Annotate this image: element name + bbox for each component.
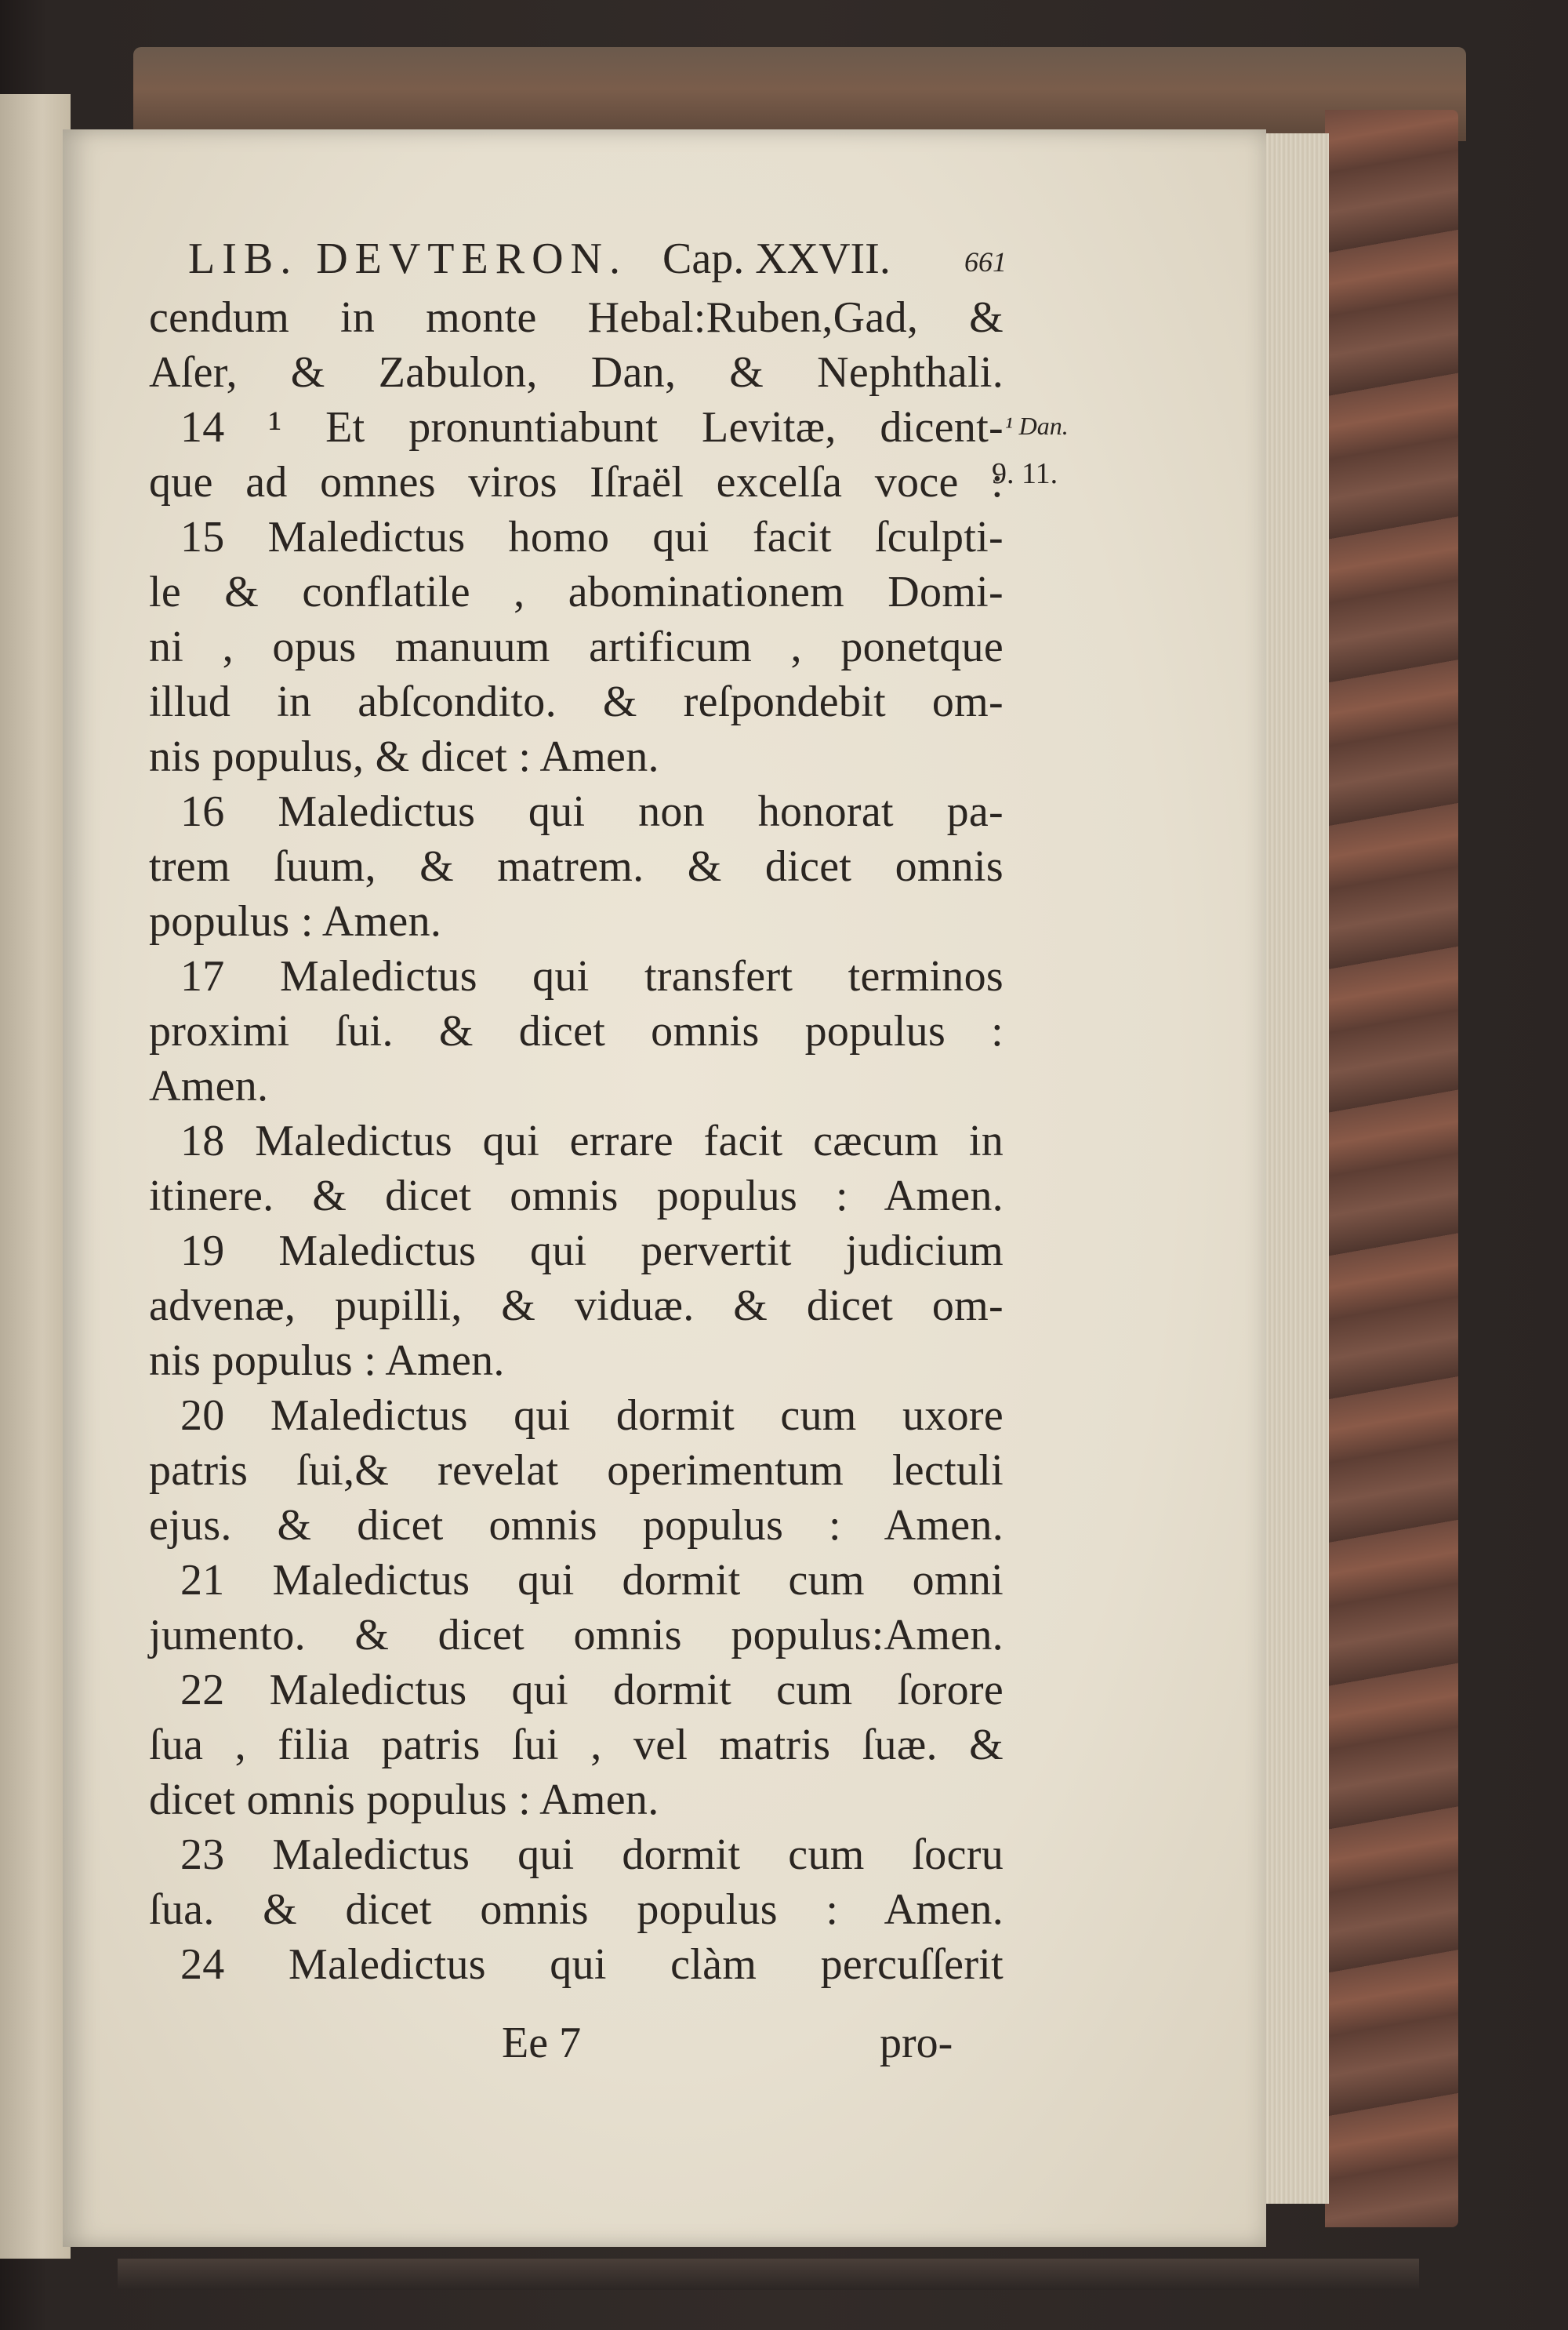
text-line: ni , opus manuum artificum , ponetque	[149, 623, 1004, 671]
book-cover-right	[1325, 110, 1458, 2227]
margin-note-verse: 9. 11.	[992, 457, 1058, 490]
text-line: Amen.	[149, 1062, 269, 1110]
text-line: cendum in monte Hebal:Ruben,Gad, &	[149, 293, 1004, 342]
facing-page-edge	[0, 94, 71, 2259]
text-line: nis populus : Amen.	[149, 1336, 505, 1385]
text-line: 15 Maledictus homo qui facit ſculpti-	[180, 513, 1004, 562]
text-line: patris ſui,& revelat operimentum lectuli	[149, 1446, 1004, 1495]
signature-mark: Ee 7	[502, 2019, 582, 2067]
text-line: 20 Maledictus qui dormit cum uxore	[180, 1391, 1004, 1440]
text-line: ejus. & dicet omnis populus : Amen.	[149, 1501, 1004, 1550]
text-line: advenæ, pupilli, & viduæ. & dicet om-	[149, 1281, 1004, 1330]
page-number: 661	[964, 246, 1007, 278]
book-bottom-edge	[118, 2259, 1419, 2290]
text-line: 24 Maledictus qui clàm percuſſerit	[180, 1940, 1004, 1989]
text-line: que ad omnes viros Iſraël excelſa voce :	[149, 458, 1004, 507]
text-line: le & conflatile , abominationem Domi-	[149, 568, 1004, 616]
text-line: dicet omnis populus : Amen.	[149, 1776, 659, 1824]
text-line: populus : Amen.	[149, 897, 442, 946]
text-line: illud in abſcondito. & reſpondebit om-	[149, 678, 1004, 726]
text-line: trem ſuum, & matrem. & dicet omnis	[149, 842, 1004, 891]
text-line: 14 ¹ Et pronuntiabunt Levitæ, dicent-	[180, 403, 1004, 452]
page-edges	[1258, 133, 1329, 2204]
header-chapter: Cap. XXVII.	[662, 234, 891, 283]
text-line: nis populus, & dicet : Amen.	[149, 732, 659, 781]
text-line: ſua , filia patris ſui , vel matris ſuæ. &	[149, 1721, 1004, 1769]
header-book-title: LIB. DEVTERON.	[188, 234, 627, 283]
text-line: 18 Maledictus qui errare facit cæcum in	[180, 1117, 1004, 1165]
text-line: 17 Maledictus qui transfert terminos	[180, 952, 1004, 1001]
running-header	[188, 231, 1011, 286]
text-line: jumento. & dicet omnis populus:Amen.	[149, 1611, 1004, 1659]
text-line: ſua. & dicet omnis populus : Amen.	[149, 1885, 1004, 1934]
book-cover-top	[133, 47, 1466, 141]
text-line: 19 Maledictus qui pervertit judicium	[180, 1227, 1004, 1275]
text-line: 21 Maledictus qui dormit cum omni	[180, 1556, 1004, 1605]
text-line: 16 Maledictus qui non honorat pa-	[180, 787, 1004, 836]
margin-note-reference: ¹ Dan.	[1005, 412, 1069, 440]
text-line: 22 Maledictus qui dormit cum ſorore	[180, 1666, 1004, 1714]
text-line: proximi ſui. & dicet omnis populus :	[149, 1007, 1004, 1056]
catchword: pro-	[880, 2019, 953, 2067]
text-line: Aſer, & Zabulon, Dan, & Nephthali.	[149, 348, 1004, 397]
text-line: itinere. & dicet omnis populus : Amen.	[149, 1172, 1004, 1220]
text-line: 23 Maledictus qui dormit cum ſocru	[180, 1830, 1004, 1879]
